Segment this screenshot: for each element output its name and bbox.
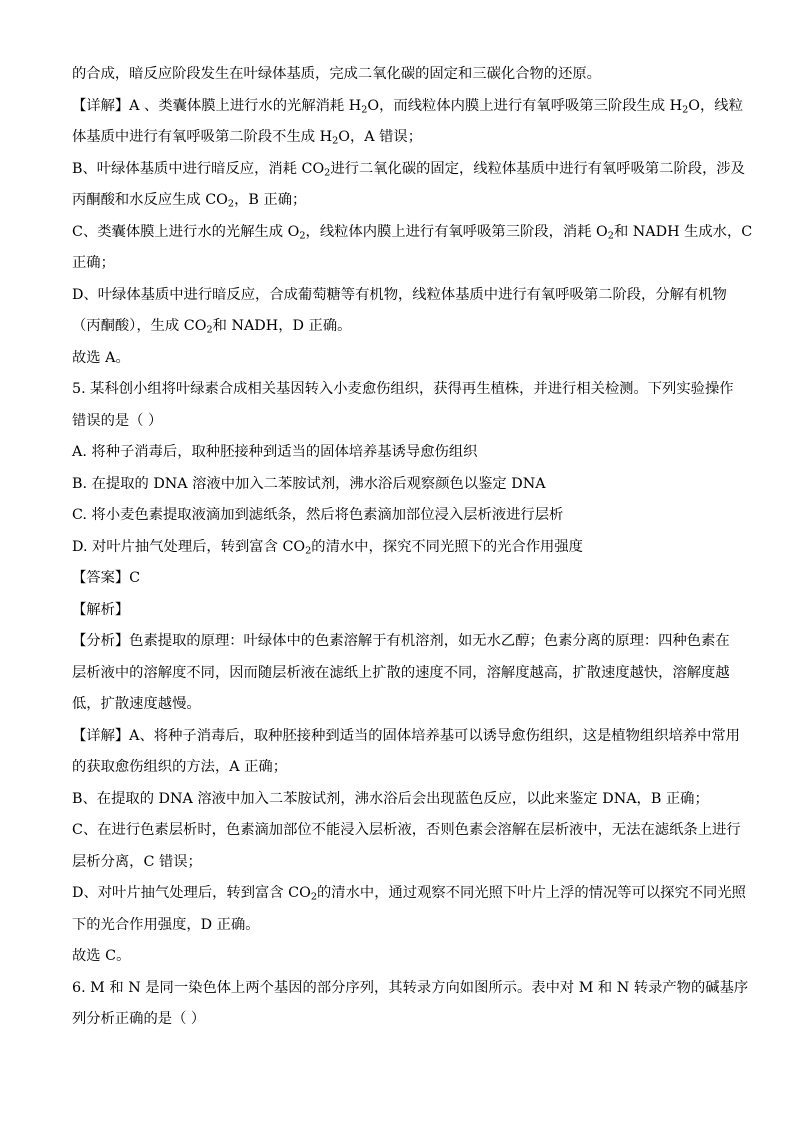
question-stem: 列分析正确的是（ ） — [72, 1011, 206, 1027]
text-line: C、类囊体膜上进行水的光解生成 $O_2$，线粒体内膜上进行有氧呼吸第三阶段，消耗 $O_2$和 NADH 生成水，C — [72, 224, 753, 242]
text-line: 正确； — [72, 255, 115, 271]
text-line: 的获取愈伤组织的方法，A 正确； — [72, 759, 288, 775]
text-line: B、在提取的 DNA 溶液中加入二苯胺试剂，沸水浴后会出现蓝色反应，以此来鉴定 DNA，B 正确； — [72, 791, 709, 807]
text-line: 【分析】色素提取的原理：叶绿体中的色素溶解于有机溶剂，如无水乙醇；色素分离的原理：四种色素在 — [72, 633, 730, 649]
answer-label: 【答案】C — [72, 570, 141, 586]
option-b: B. 在提取的 DNA 溶液中加入二苯胺试剂，沸水浴后观察颜色以鉴定 DNA — [72, 476, 546, 492]
text-line: 层析分离，C 错误； — [72, 854, 202, 870]
question-stem: 错误的是（ ） — [72, 413, 163, 429]
text-line: （丙酮酸），生成 $CO_2$和 NADH，D 正确。 — [72, 318, 352, 336]
analysis-label: 【解析】 — [72, 602, 130, 618]
text-line: D、对叶片抽气处理后，转到富含 $CO_2$的清水中，通过观察不同光照下叶片上浮的情况等可以探究不同光照 — [72, 885, 746, 903]
text-line: D、叶绿体基质中进行暗反应，合成葡萄糖等有机物，线粒体基质中进行有氧呼吸第二阶段，分解有机物 — [72, 287, 727, 303]
text-line: 故选 A。 — [72, 350, 130, 366]
question-stem: 5. 某科创小组将叶绿素合成相关基因转入小麦愈伤组织，获得再生植株，并进行相关检测。下列实验操作 — [72, 381, 734, 397]
option-a: A. 将种子消毒后，取种胚接种到适当的固体培养基诱导愈伤组织 — [72, 444, 478, 460]
option-d: D. 对叶片抽气处理后，转到富含 $CO_2$的清水中，探究不同光照下的光合作用强度 — [72, 539, 583, 557]
text-line: 丙酮酸和水反应生成 $CO_2$，B 正确； — [72, 192, 307, 210]
text-line: 低，扩散速度越慢。 — [72, 696, 201, 712]
text-line: 下的光合作用强度，D 正确。 — [72, 917, 260, 933]
text-line: B、叶绿体基质中进行暗反应，消耗 $CO_2$进行二氧化碳的固定，线粒体基质中进行有氧呼吸第二阶段，涉及 — [72, 161, 745, 179]
text-line: 层析液中的溶解度不同，因而随层析液在滤纸上扩散的速度不同，溶解度越高，扩散速度越快，溶解度越 — [72, 665, 730, 681]
question-stem: 6. M 和 N 是同一染色体上两个基因的部分序列，其转录方向如图所示。表中对 M 和 N 转录产物的碱基序 — [72, 980, 749, 996]
text-line: 【详解】A、将种子消毒后，取种胚接种到适当的固体培养基可以诱导愈伤组织，这是植物组织培养中常用 — [72, 728, 740, 744]
text-line: 【详解】A 、类囊体膜上进行水的光解消耗 $H_2O$，而线粒体内膜上进行有氧呼吸第三阶段生成 $H_2O$，线粒 — [72, 98, 743, 116]
option-c: C. 将小麦色素提取液滴加到滤纸条，然后将色素滴加部位浸入层析液进行层析 — [72, 507, 564, 523]
text-line: 故选 C。 — [72, 948, 131, 964]
text-line: 体基质中进行有氧呼吸第二阶段不生成 $H_2O$，A 错误； — [72, 129, 423, 147]
text-line: C、在进行色素层析时，色素滴加部位不能浸入层析液，否则色素会溶解在层析液中，无法在滤纸条上进行 — [72, 822, 741, 838]
text-line: 的合成，暗反应阶段发生在叶绿体基质，完成二氧化碳的固定和三碳化合物的还原。 — [72, 66, 601, 82]
